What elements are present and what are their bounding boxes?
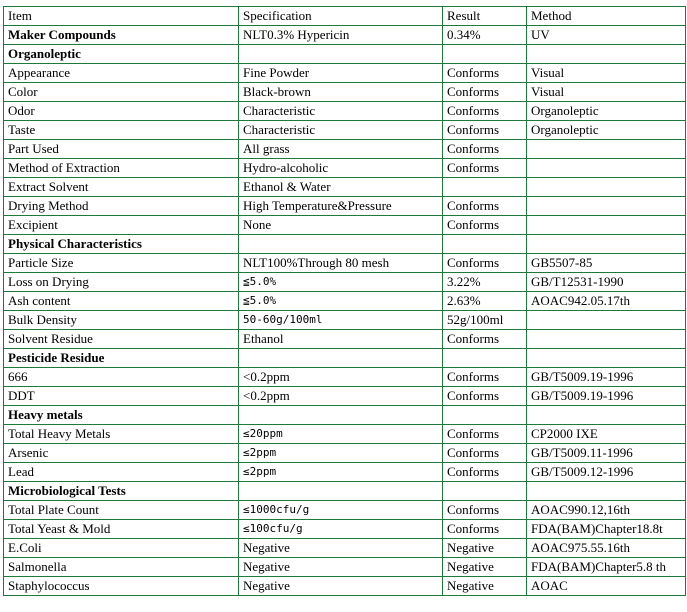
result-cell: Conforms [443,520,527,539]
item-cell: Salmonella [4,558,239,577]
result-cell: Conforms [443,140,527,159]
result-cell: Conforms [443,197,527,216]
specification-cell: ≤20ppm [239,425,443,444]
result-cell [443,178,527,197]
specification-cell: 50-60g/100ml [239,311,443,330]
specification-cell: Characteristic [239,121,443,140]
item-cell: Taste [4,121,239,140]
method-cell [527,235,686,254]
item-cell: Total Yeast & Mold [4,520,239,539]
result-cell: 0.34% [443,26,527,45]
result-cell: Conforms [443,254,527,273]
table-row [4,539,686,558]
method-cell [527,178,686,197]
table-row [4,368,686,387]
specification-cell: <0.2ppm [239,368,443,387]
result-cell: 3.22% [443,273,527,292]
table-row [4,140,686,159]
item-cell: Maker Compounds [4,26,239,45]
item-cell: Color [4,83,239,102]
specification-cell: None [239,216,443,235]
result-cell: Conforms [443,463,527,482]
result-cell: Conforms [443,330,527,349]
item-cell: Odor [4,102,239,121]
item-cell: Total Heavy Metals [4,425,239,444]
table-row [4,425,686,444]
table-row [4,330,686,349]
item-cell: DDT [4,387,239,406]
method-cell: GB/T5009.19-1996 [527,368,686,387]
item-cell: Method of Extraction [4,159,239,178]
specification-table [3,6,686,596]
method-cell: GB/T5009.19-1996 [527,387,686,406]
header-item: Item [4,7,239,26]
specification-cell: ≤2ppm [239,463,443,482]
table-row [4,26,686,45]
specification-cell [239,235,443,254]
method-cell: GB5507-85 [527,254,686,273]
method-cell: AOAC942.05.17th [527,292,686,311]
section-row [4,349,686,368]
specification-cell [239,482,443,501]
specification-cell: ≤1000cfu/g [239,501,443,520]
method-cell: CP2000 IXE [527,425,686,444]
method-cell [527,349,686,368]
table-row [4,102,686,121]
method-cell: GB/T5009.11-1996 [527,444,686,463]
table-row [4,254,686,273]
table-row [4,463,686,482]
table-row [4,216,686,235]
item-cell: Bulk Density [4,311,239,330]
item-cell: Extract Solvent [4,178,239,197]
table-row [4,121,686,140]
specification-cell: Characteristic [239,102,443,121]
item-cell: E.Coli [4,539,239,558]
result-cell: Conforms [443,83,527,102]
specification-cell: Negative [239,539,443,558]
result-cell: Conforms [443,444,527,463]
section-title: Pesticide Residue [4,349,239,368]
result-cell: Conforms [443,121,527,140]
table-row [4,197,686,216]
result-cell: 52g/100ml [443,311,527,330]
item-cell: Staphylococcus [4,577,239,596]
table-row [4,273,686,292]
result-cell [443,45,527,64]
section-row [4,406,686,425]
method-cell [527,140,686,159]
table-row [4,83,686,102]
result-cell: Negative [443,539,527,558]
method-cell [527,482,686,501]
table-row [4,501,686,520]
result-cell: Conforms [443,159,527,178]
specification-cell: NLT0.3% Hypericin [239,26,443,45]
result-cell: 2.63% [443,292,527,311]
item-cell: Ash content [4,292,239,311]
header-method: Method [527,7,686,26]
table-row [4,444,686,463]
method-cell: Visual [527,83,686,102]
method-cell [527,406,686,425]
header-result: Result [443,7,527,26]
specification-cell: NLT100%Through 80 mesh [239,254,443,273]
method-cell: Organoleptic [527,102,686,121]
specification-cell: ≤2ppm [239,444,443,463]
item-cell: 666 [4,368,239,387]
specification-cell: Fine Powder [239,64,443,83]
table-row [4,64,686,83]
specification-cell: <0.2ppm [239,387,443,406]
method-cell: AOAC [527,577,686,596]
specification-cell: High Temperature&Pressure [239,197,443,216]
method-cell: Organoleptic [527,121,686,140]
section-title: Heavy metals [4,406,239,425]
result-cell: Conforms [443,425,527,444]
result-cell: Negative [443,577,527,596]
method-cell: UV [527,26,686,45]
table-row [4,292,686,311]
item-cell: Drying Method [4,197,239,216]
table-row [4,520,686,539]
specification-cell: Black-brown [239,83,443,102]
section-title: Physical Characteristics [4,235,239,254]
method-cell [527,311,686,330]
method-cell [527,330,686,349]
table-row [4,311,686,330]
result-cell: Conforms [443,387,527,406]
specification-cell: Hydro-alcoholic [239,159,443,178]
result-cell [443,235,527,254]
section-row [4,45,686,64]
method-cell [527,45,686,64]
specification-cell: All grass [239,140,443,159]
header-specification: Specification [239,7,443,26]
table-row [4,577,686,596]
table-row [4,558,686,577]
method-cell: AOAC975.55.16th [527,539,686,558]
method-cell [527,216,686,235]
specification-cell [239,406,443,425]
method-cell: FDA(BAM)Chapter18.8t [527,520,686,539]
table-row [4,387,686,406]
method-cell: FDA(BAM)Chapter5.8 th [527,558,686,577]
result-cell: Conforms [443,64,527,83]
method-cell [527,159,686,178]
result-cell: Conforms [443,368,527,387]
method-cell: GB/T12531-1990 [527,273,686,292]
item-cell: Total Plate Count [4,501,239,520]
method-cell: Visual [527,64,686,83]
specification-cell: ≤100cfu/g [239,520,443,539]
result-cell: Conforms [443,102,527,121]
specification-cell [239,349,443,368]
result-cell: Conforms [443,216,527,235]
method-cell [527,197,686,216]
result-cell [443,349,527,368]
header-row [4,7,686,26]
section-title: Organoleptic [4,45,239,64]
item-cell: Solvent Residue [4,330,239,349]
item-cell: Appearance [4,64,239,83]
specification-cell: ≦5.0% [239,292,443,311]
table-row [4,159,686,178]
section-row [4,482,686,501]
item-cell: Particle Size [4,254,239,273]
specification-cell: Negative [239,577,443,596]
specification-cell: Ethanol & Water [239,178,443,197]
specification-cell: ≦5.0% [239,273,443,292]
item-cell: Part Used [4,140,239,159]
specification-cell: Negative [239,558,443,577]
item-cell: Arsenic [4,444,239,463]
item-cell: Loss on Drying [4,273,239,292]
specification-cell: Ethanol [239,330,443,349]
section-title: Microbiological Tests [4,482,239,501]
specification-cell [239,45,443,64]
result-cell: Negative [443,558,527,577]
item-cell: Excipient [4,216,239,235]
method-cell: GB/T5009.12-1996 [527,463,686,482]
table-body [4,7,686,596]
result-cell: Conforms [443,501,527,520]
method-cell: AOAC990.12,16th [527,501,686,520]
table-row [4,178,686,197]
result-cell [443,406,527,425]
section-row [4,235,686,254]
result-cell [443,482,527,501]
item-cell: Lead [4,463,239,482]
